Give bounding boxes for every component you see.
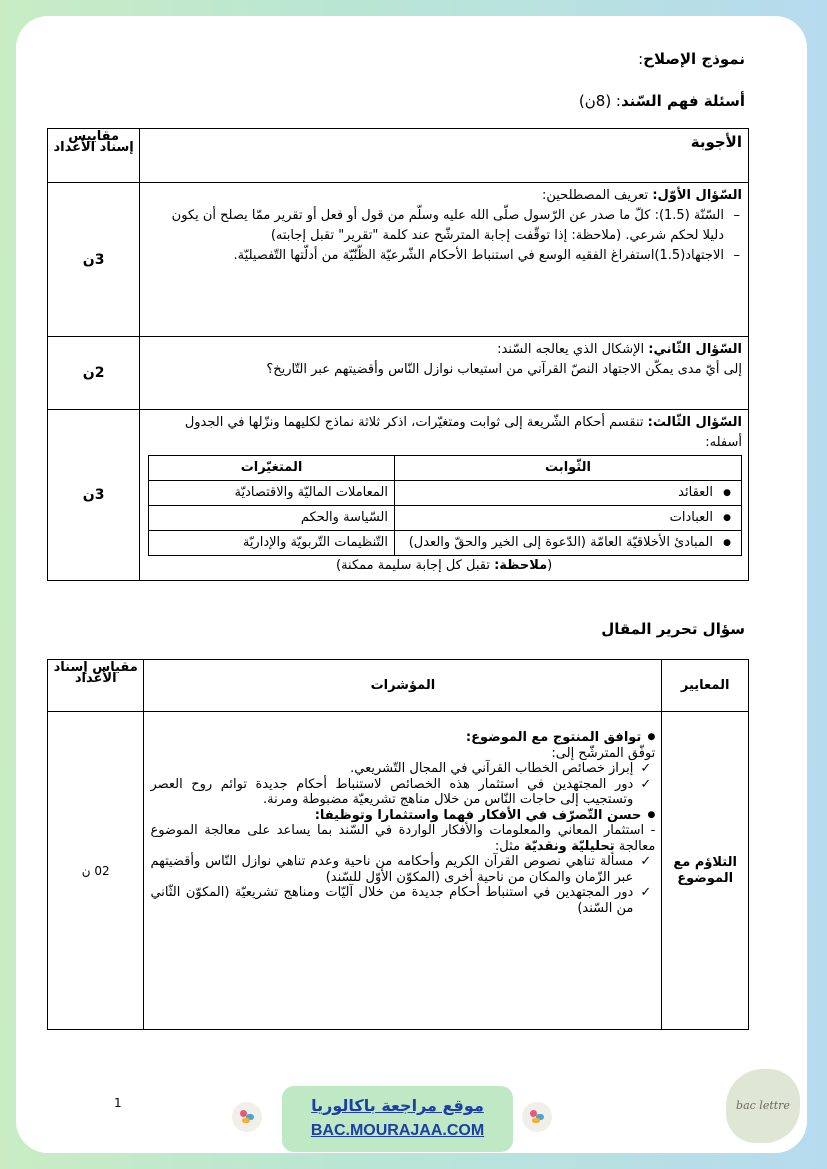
q3-note: (ملاحظة: تقبل كل إجابة سليمة ممكنة) bbox=[336, 558, 553, 573]
check-icon: ✓ bbox=[640, 854, 652, 869]
criteria-table bbox=[47, 659, 749, 1030]
site-url[interactable]: BAC.MOURAJAA.COM bbox=[310, 1122, 485, 1139]
col-scale: مقياس إسناد الأعداد bbox=[48, 660, 144, 712]
site-logo-icon bbox=[522, 1102, 552, 1132]
criterion-cell: التلاؤم مع الموضوع bbox=[662, 712, 749, 1030]
site-name-arabic[interactable]: موقع مراجعة باكالوريا bbox=[311, 1096, 484, 1115]
constant-cell: ● العقائد bbox=[395, 481, 742, 506]
q2-answer: إلى أيّ مدى يمكّن الاجتهاد النصّ القرآني من استيعاب نوازل النّاس وأقضيتهم عبر التّاريخ؟ bbox=[266, 362, 742, 377]
col-criteria: المعايير bbox=[662, 660, 749, 712]
variable-cell: المعاملات الماليّة والاقتصاديّة bbox=[149, 481, 395, 506]
page-title: نموذج الإصلاح: bbox=[638, 50, 745, 68]
answers-table bbox=[47, 128, 749, 581]
indicator-2: ● حسن التّصرّف في الأفكار فهما واستثمارا وتوظيفا: bbox=[314, 807, 656, 823]
check-icon: ✓ bbox=[640, 776, 652, 792]
check-icon: ✓ bbox=[640, 761, 652, 776]
q1-cell: السّؤال الأوّل: تعريف المصطلحين: – السّنّة (1.5): كلّ ما صدر عن الرّسول صلّى الله عليه وسلّم من قول أو فعل أو تقرير ممّا يصلح أن يكون دليلا لحكم شرعي. (ملاحظة: إذا توقّفت إجابة المترشّح عند كلمة "تقرير" تقبل إجابته) – الاجتهاد(1.5)استفراغ الفقيه الوسع في استنباط الأحكام الشّرعيّة الظّنّيّة من أدلّتها التّفصيليّة. bbox=[140, 183, 749, 337]
site-banner[interactable] bbox=[282, 1086, 513, 1152]
col-indicators: المؤشرات bbox=[144, 660, 662, 712]
head-constants: الثّوابت bbox=[395, 456, 742, 481]
variable-cell: التّنظيمات التّربويّة والإداريّة bbox=[149, 531, 395, 556]
q3-cell: السّؤال الثّالث: تنقسم أحكام الشّريعة إلى ثوابت ومتغيّرات، اذكر ثلاثة نماذج لكليهما ونزّلها في الجدول أسفله: الثّوابت المتغيّرات ● العقائد المعاملات الماليّة والاقتصاديّة ● العبادات السّياسة والحكم ● المبادئ الأخلاقيّة العامّة (الدّعوة إلى الخير والحقّ والعدل) التّنظيمات التّربويّة والإداريّة (ملاحظة: تقبل كل إجابة سليمة ممكنة) bbox=[140, 410, 749, 581]
q2-score: 2ن bbox=[48, 337, 140, 410]
constant-cell: ● المبادئ الأخلاقيّة العامّة (الدّعوة إلى الخير والحقّ والعدل) bbox=[395, 531, 742, 556]
head-variables: المتغيّرات bbox=[149, 456, 395, 481]
q3-score: 3ن bbox=[48, 410, 140, 581]
q1-score: 3ن bbox=[48, 183, 140, 337]
q1-item-ijtihad: – الاجتهاد(1.5)استفراغ الفقيه الوسع في استنباط الأحكام الشّرعيّة الظّنّيّة من أدلّتها التّفصيليّة. bbox=[146, 246, 724, 266]
check-icon: ✓ bbox=[640, 885, 652, 900]
variable-cell: السّياسة والحكم bbox=[149, 506, 395, 531]
page-number: 1 bbox=[114, 1096, 122, 1110]
constants-variables-table bbox=[148, 455, 742, 556]
col-answers: الأجوبة bbox=[140, 129, 749, 183]
criterion-score: 02 ن bbox=[48, 712, 144, 1030]
section-title-comprehension: أسئلة فهم السّند: (8ن) bbox=[578, 92, 745, 110]
brand-logo: bac lettre bbox=[726, 1069, 800, 1143]
section-title-essay: سؤال تحرير المقال bbox=[601, 620, 745, 638]
indicators-cell: ● توافق المنتوج مع الموضوع: توفّق المترشّح إلى: ✓ إبراز خصائص الخطاب القرآني في المجال التّشريعي. ✓ دور المجتهدين في استثمار هذه الخصائص لاستنباط أحكام جديدة توائم روح العصر وتستجيب إلى حاجات النّاس من خلال مناهج تشريعيّة مضبوطة ومرنة. ● حسن التّصرّف في الأفكار فهما واستثمارا وتوظيفا: - استثمار المعاني والمعلومات والأفكار الواردة في السّند بما يساعد على معالجة الموضوع معالجة تحليليّة ونقديّة مثل: ✓ مسألة تناهي نصوص القرآن الكريم وأحكامه من ناحية وعدم تناهي نوازل النّاس وأقضيتهم عبر الزّمان والمكان من ناحية أخرى (المكوّن الأوّل للسّند) ✓ دور المجتهدين في استنباط أحكام جديدة من خلال آليّات ومناهج تشريعيّة (المكوّن الثّاني من السّند) bbox=[144, 712, 662, 1030]
col-scores: مقاييس إسناد الأعداد bbox=[48, 129, 140, 183]
indicator-1: ● توافق المنتوج مع الموضوع: bbox=[465, 730, 656, 745]
constant-cell: ● العبادات bbox=[395, 506, 742, 531]
q2-cell: السّؤال الثّاني: الإشكال الذي يعالجه السّند: إلى أيّ مدى يمكّن الاجتهاد النصّ القرآني من استيعاب نوازل النّاس وأقضيتهم عبر التّاريخ؟ bbox=[140, 337, 749, 410]
site-logo-icon bbox=[232, 1102, 262, 1132]
q1-item-sunna: – السّنّة (1.5): كلّ ما صدر عن الرّسول صلّى الله عليه وسلّم من قول أو فعل أو تقرير ممّا يصلح أن يكون دليلا لحكم شرعي. (ملاحظة: إذا توقّفت إجابة المترشّح عند كلمة "تقرير" تقبل إجابته) bbox=[146, 206, 724, 246]
